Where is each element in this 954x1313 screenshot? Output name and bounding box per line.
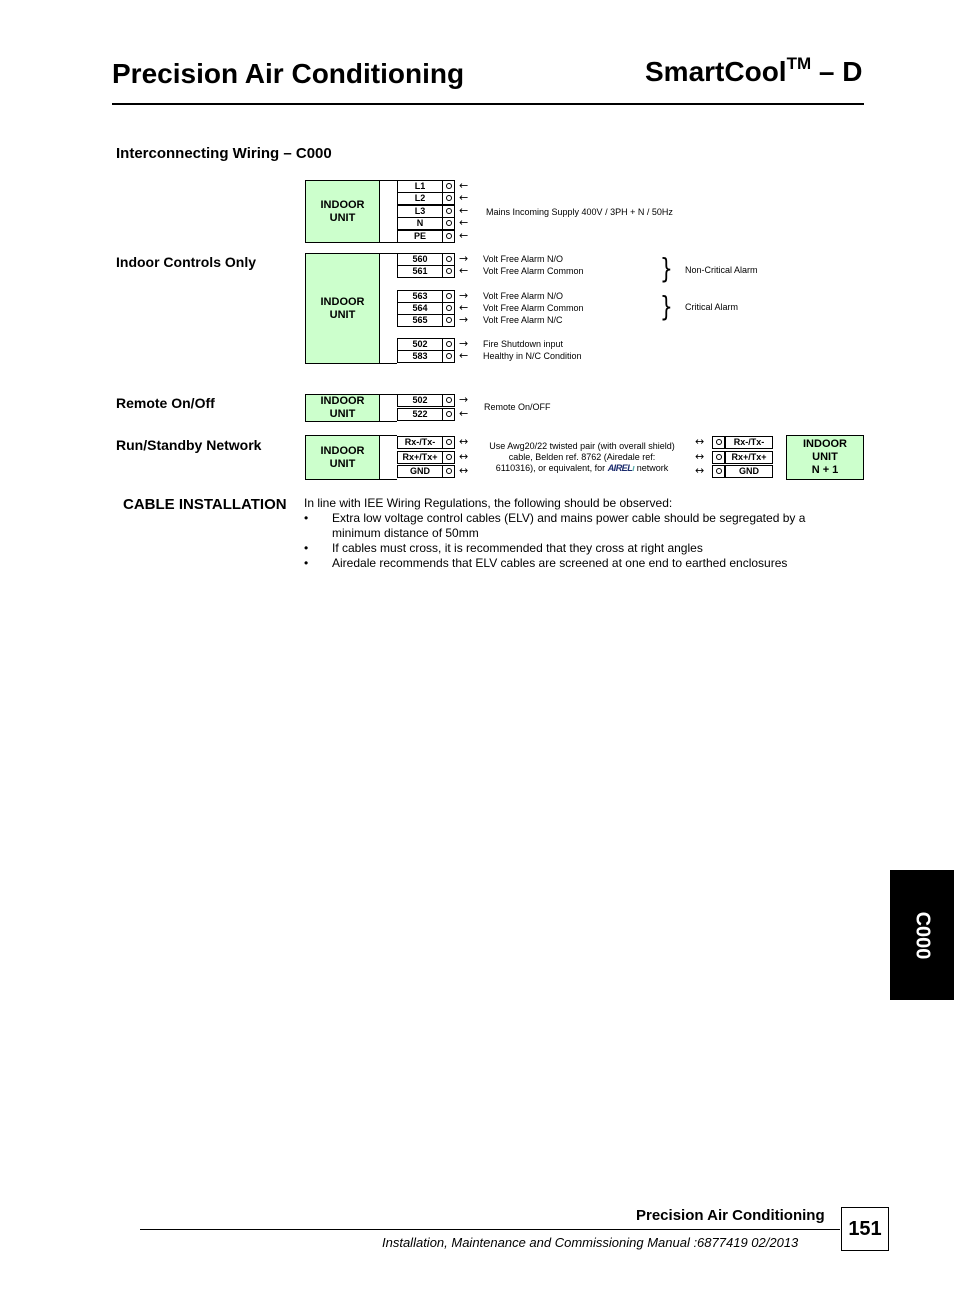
terminal-label: 563 xyxy=(397,290,443,303)
terminal-label: Rx+/Tx+ xyxy=(725,451,773,464)
cable-bullet-list xyxy=(304,511,832,571)
arrow-icon: ← xyxy=(459,203,469,217)
controls-row-text: Volt Free Alarm Common xyxy=(483,266,584,276)
terminal-screw xyxy=(442,408,455,421)
indoor-unit-remote: INDOOR UNIT xyxy=(305,394,380,422)
network-label: Run/Standby Network xyxy=(116,437,262,453)
terminal-circle-icon xyxy=(716,439,722,445)
controls-row-text: Healthy in N/C Condition xyxy=(483,351,582,361)
section-title: Interconnecting Wiring – C000 xyxy=(116,145,332,162)
terminal-label: 560 xyxy=(397,253,443,266)
non-critical-alarm-label: Non-Critical Alarm xyxy=(685,265,758,275)
cable-installation-heading: CABLE INSTALLATION xyxy=(123,496,287,513)
terminal-circle-icon xyxy=(446,293,452,299)
footer-rule xyxy=(140,1229,840,1230)
cable-intro: In line with IEE Wiring Regulations, the following should be observed: xyxy=(304,496,673,510)
terminal-circle-icon xyxy=(446,439,452,445)
terminal-label: Rx+/Tx+ xyxy=(397,451,443,464)
section-tab-label: C000 xyxy=(911,911,934,959)
arrow-icon: → xyxy=(459,393,469,406)
header-rule xyxy=(112,103,864,105)
terminal-screw xyxy=(712,436,725,449)
terminal-strip-controls xyxy=(379,253,397,364)
brace-non-critical: } xyxy=(660,251,673,285)
terminal-label: L3 xyxy=(397,205,443,218)
arrow-icon: ↔ xyxy=(459,449,469,463)
header-title-left: Precision Air Conditioning xyxy=(112,58,465,89)
indoor-controls-label: Indoor Controls Only xyxy=(116,254,256,270)
terminal-circle-icon xyxy=(446,233,452,239)
arrow-icon: ↔ xyxy=(459,435,469,448)
section-tab xyxy=(890,870,954,1000)
terminal-screw xyxy=(442,217,455,230)
terminal-circle-icon xyxy=(716,468,722,474)
arrow-icon: ← xyxy=(459,179,469,192)
mains-description: Mains Incoming Supply 400V / 3PH + N / 50Hz xyxy=(486,207,673,217)
terminal-circle-icon xyxy=(446,353,452,359)
arrow-icon: ← xyxy=(459,264,469,277)
terminal-circle-icon xyxy=(446,454,452,460)
terminal-label: PE xyxy=(397,230,443,243)
arrow-icon: ← xyxy=(459,216,469,230)
controls-row-text: Volt Free Alarm Common xyxy=(483,303,584,313)
terminal-strip-remote xyxy=(379,394,397,422)
terminal-label: 565 xyxy=(397,314,443,327)
arrow-icon: ← xyxy=(459,407,469,420)
terminal-circle-icon xyxy=(446,256,452,262)
terminal-label: 502 xyxy=(397,338,443,351)
terminal-screw xyxy=(442,350,455,363)
terminal-circle-icon xyxy=(446,341,452,347)
cable-bullet: • If cables must cross, it is recommended that they cross at right angles xyxy=(304,541,832,556)
terminal-label: 522 xyxy=(397,408,443,421)
terminal-screw xyxy=(442,394,455,407)
terminal-circle-icon xyxy=(446,411,452,417)
terminal-screw xyxy=(442,314,455,327)
controls-row-text: Volt Free Alarm N/C xyxy=(483,315,563,325)
terminal-label: GND xyxy=(397,465,443,478)
terminal-label: L1 xyxy=(397,180,443,193)
terminal-circle-icon xyxy=(446,195,452,201)
controls-row-text: Volt Free Alarm N/O xyxy=(483,254,564,264)
indoor-unit-n-plus-1: INDOOR UNIT N + 1 xyxy=(786,435,864,480)
terminal-label: 561 xyxy=(397,265,443,278)
product-suffix: – D xyxy=(811,56,863,87)
arrow-icon: ← xyxy=(459,191,469,205)
terminal-screw xyxy=(442,230,455,243)
terminal-circle-icon xyxy=(716,454,722,460)
arrow-icon: ↔ xyxy=(459,464,469,477)
terminal-label: 564 xyxy=(397,302,443,315)
header-title-right xyxy=(645,56,862,88)
brace-critical: } xyxy=(660,289,673,323)
terminal-screw xyxy=(712,451,725,464)
arrow-icon: ← xyxy=(459,301,469,314)
arrow-icon: ← xyxy=(459,349,469,362)
trademark-sup: TM xyxy=(786,54,812,73)
terminal-label: L2 xyxy=(397,192,443,205)
arrow-icon: → xyxy=(459,289,469,302)
terminal-label: N xyxy=(397,217,443,230)
terminal-circle-icon xyxy=(446,305,452,311)
indoor-unit-network: INDOOR UNIT xyxy=(305,435,380,480)
controls-row-text: Volt Free Alarm N/O xyxy=(483,291,564,301)
terminal-screw xyxy=(712,465,725,478)
cable-installation-body xyxy=(304,496,832,571)
terminal-screw xyxy=(442,180,455,193)
terminal-screw xyxy=(442,205,455,218)
terminal-circle-icon xyxy=(446,397,452,403)
terminal-label: 502 xyxy=(397,394,443,407)
terminal-screw xyxy=(442,451,455,464)
indoor-unit-controls: INDOOR UNIT xyxy=(305,253,380,364)
arrow-icon: ↔ xyxy=(695,449,705,463)
remote-description: Remote On/OFF xyxy=(484,402,551,412)
terminal-circle-icon xyxy=(446,268,452,274)
terminal-strip xyxy=(379,180,397,243)
terminal-label: Rx-/Tx- xyxy=(725,436,773,449)
arrow-icon: ← xyxy=(459,228,469,242)
terminal-circle-icon xyxy=(446,468,452,474)
terminal-screw xyxy=(442,436,455,449)
arrow-icon: → xyxy=(459,313,469,326)
arrow-icon: ↔ xyxy=(695,435,705,448)
terminal-circle-icon xyxy=(446,317,452,323)
cable-bullet: • Extra low voltage control cables (ELV) and mains power cable should be segregated by a minimum distance of 50mm xyxy=(304,511,832,541)
arrow-icon: ↔ xyxy=(695,464,705,477)
footer-title: Precision Air Conditioning xyxy=(636,1207,825,1224)
terminal-label: Rx-/Tx- xyxy=(397,436,443,449)
terminal-strip-network xyxy=(379,435,397,480)
terminal-circle-icon xyxy=(446,183,452,189)
remote-label: Remote On/Off xyxy=(116,395,215,411)
terminal-label: 583 xyxy=(397,350,443,363)
critical-alarm-label: Critical Alarm xyxy=(685,302,739,312)
cable-bullet: • Airedale recommends that ELV cables are screened at one end to earthed enclosures xyxy=(304,556,832,571)
terminal-screw xyxy=(442,265,455,278)
terminal-label: GND xyxy=(725,465,773,478)
controls-row-text: Fire Shutdown input xyxy=(483,339,564,349)
terminal-screw xyxy=(442,192,455,205)
page-number: 151 xyxy=(841,1207,889,1251)
aireli-logo: AIRELı xyxy=(607,463,635,473)
terminal-circle-icon xyxy=(446,220,452,226)
indoor-unit-mains: INDOOR UNIT xyxy=(305,180,380,243)
footer-manual-ref: Installation, Maintenance and Commissioning Manual :6877419 02/2013 xyxy=(382,1235,799,1250)
terminal-screw xyxy=(442,465,455,478)
product-name: SmartCool xyxy=(645,56,787,87)
network-description: Use Awg20/22 twisted pair (with overall shield) cable, Belden ref. 8762 (Airedale ref: 6110316), or equivalent, for AIRELı network xyxy=(489,441,675,473)
terminal-circle-icon xyxy=(446,208,452,214)
arrow-icon: → xyxy=(459,252,469,265)
arrow-icon: → xyxy=(459,337,469,350)
